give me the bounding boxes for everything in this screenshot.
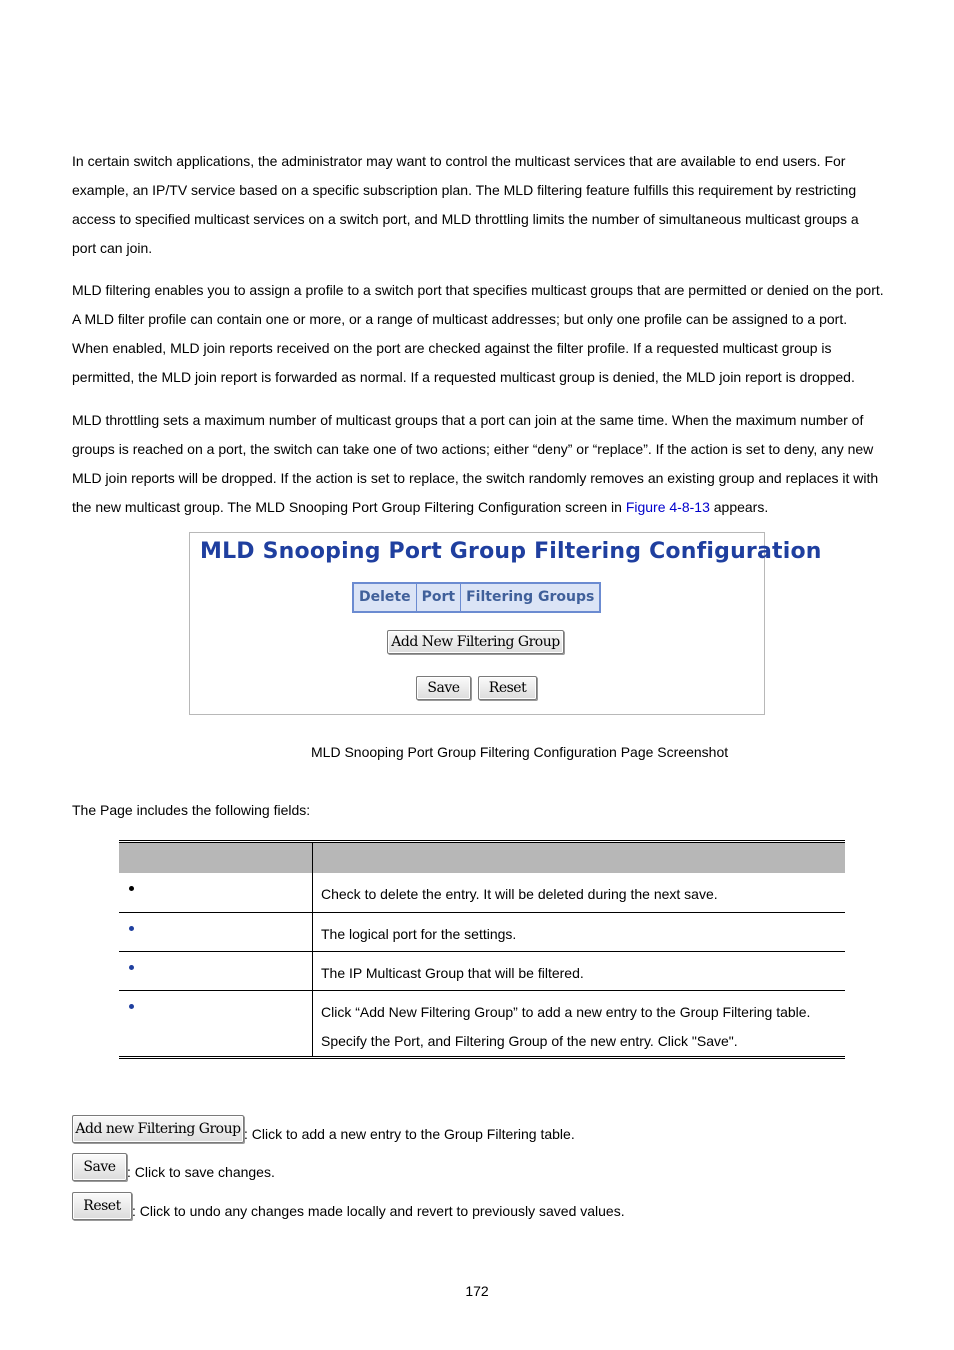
add-new-description: : Click to add a new entry to the Group Filtering table. [244,1126,575,1142]
intro-paragraph: In certain switch applications, the administrator may want to control the multicast services that are available to end users. For example, an IP/TV service based on a specific subscription plan. The MLD filtering feature fulfills this requirement by restricting access to specified multicast services on a switch port, and MLD throttling limits the number of simultaneous multicast groups a port can join. [72,153,859,256]
row-description: The logical port for the settings. [313,912,846,951]
fields-intro: The Page includes the following fields: [72,802,311,818]
row-description: Check to delete the entry. It will be deleted during the next save. [313,873,846,912]
row-description: Click “Add New Filtering Group” to add a new entry to the Group Filtering table. Specify the Port, and Filtering Group of the new entry. Click "Save". [313,990,846,1057]
add-new-button-row [72,1115,575,1143]
save-sample-button[interactable]: Save [72,1153,127,1181]
header-cell-object [119,842,313,874]
filtering-paragraph: MLD filtering enables you to assign a profile to a switch port that specifies multicast groups that are permitted or denied on the port. A MLD filter profile can contain one or more, or a range of multicast addresses; but only one profile can be assigned to a port. When enabled, MLD join reports received on the port are checked against the filter profile. If a requested multicast group is permitted, the MLD join report is forwarded as normal. If a requested multicast group is denied, the MLD join report is dropped. [72,282,884,385]
reset-description: : Click to undo any changes made locally and revert to previously saved values. [132,1203,625,1219]
bullet-icon [129,1004,134,1009]
fields-table [119,840,845,1059]
save-description: : Click to save changes. [127,1164,275,1180]
bullet-icon [129,965,134,970]
header-port: Port [417,584,461,611]
figure-caption: MLD Snooping Port Group Filtering Configuration Page Screenshot [311,744,729,760]
table-row [119,873,845,912]
page-number: 172 [465,1283,489,1299]
fields-table-header [119,842,845,874]
header-cell-description [313,842,846,874]
add-new-filtering-group-button[interactable]: Add New Filtering Group [387,630,564,654]
save-button[interactable]: Save [416,676,471,700]
table-row [119,990,845,1057]
table-row [119,912,845,951]
reset-button-row [72,1192,625,1220]
throttling-paragraph: MLD throttling sets a maximum number of multicast groups that a port can join at the same time. When the maximum number of groups is reached on a port, the switch can take one of two actions; either “deny” or “replace”. If the action is set to deny, any new MLD join reports will be dropped. If the action is set to replace, the switch randomly removes an existing group and replaces it with the new multicast group. The MLD Snooping Port Group Filtering Configuration screen in Figure 4-8-13 appears. [72,412,879,515]
save-button-row [72,1153,275,1181]
bullet-icon [129,886,134,891]
reset-button[interactable]: Reset [478,676,537,700]
config-screenshot [189,532,822,715]
bullet-icon [129,926,134,931]
header-delete: Delete [354,584,417,611]
add-new-filtering-group-sample-button[interactable]: Add new Filtering Group [72,1115,244,1143]
screenshot-title: MLD Snooping Port Group Filtering Configuration [200,539,822,564]
table-row [119,951,845,990]
filter-table-header [352,582,601,613]
figure-link[interactable]: Figure 4-8-13 [625,499,710,515]
reset-sample-button[interactable]: Reset [72,1192,132,1220]
row-description: The IP Multicast Group that will be filtered. [313,951,846,990]
header-filtering-groups: Filtering Groups [466,589,595,605]
